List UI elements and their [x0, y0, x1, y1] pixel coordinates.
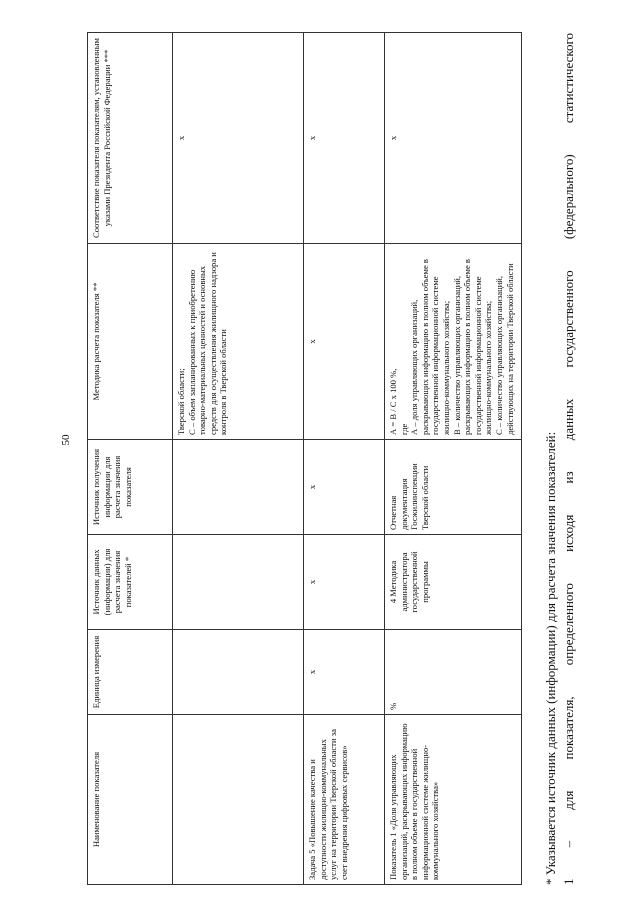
- info-source-cell: [173, 440, 304, 535]
- footnote-word: определенного: [561, 583, 576, 666]
- method-line: С – объем запланированных к приобретению товарно-материальных ценностей и основных средств для осуществления жилищного надзора и контроля в Тверской области: [186, 252, 229, 435]
- table-row: [304, 33, 385, 885]
- header-cell: Источник получения информации для расчета значения показателя: [88, 440, 173, 535]
- method-cell: [304, 244, 385, 440]
- footnote-line: * Указывается источник данных (информации) для расчета значения показателей:: [543, 431, 558, 885]
- rotated-page-content: [87, 33, 612, 885]
- page-number: 50: [60, 434, 72, 446]
- table-row: [385, 33, 522, 885]
- method-line: А = В / С х 100 %,: [388, 368, 398, 435]
- header-cell: Источник данных (информации) для расчета значения показателей *: [88, 535, 173, 630]
- method-line: Тверской области;: [176, 368, 186, 435]
- unit-cell: х: [304, 630, 385, 715]
- data-source-cell: [173, 535, 304, 630]
- header-cell: Методика расчета показателя **: [88, 244, 173, 440]
- footnote-word: государственного: [561, 270, 576, 368]
- footnotes: [542, 33, 578, 885]
- indicator-name-cell: [173, 715, 304, 885]
- info-source-cell: х: [304, 440, 385, 535]
- unit-cell: %: [385, 630, 522, 715]
- table-header-row: [88, 33, 173, 885]
- method-line: В – количество управляющих организаций, раскрывающих информацию в полном объеме в государственной информационной системе жилищно-коммунального хозяйства;: [451, 259, 494, 435]
- indicator-name-cell: Задача 5 «Повышение качества и доступности жилищно-коммунальных услуг на территории Тверской области за счет внедрения цифровых сервисов»: [304, 715, 385, 885]
- compliance-cell: х: [385, 33, 522, 244]
- compliance-cell: х: [173, 33, 304, 244]
- footnote-word: исходя: [561, 514, 576, 552]
- method-cell: [385, 244, 522, 440]
- table-row: [173, 33, 304, 885]
- method-cell: [173, 244, 304, 440]
- info-source-cell: Отчетная документация Госжилинспекции Тверской области: [385, 440, 522, 535]
- unit-cell: [173, 630, 304, 715]
- header-cell: Наименование показателя: [88, 715, 173, 885]
- footnote-word: для: [561, 790, 576, 810]
- footnote-word: показателя,: [561, 696, 576, 760]
- footnote-line-justified: [560, 33, 578, 885]
- footnote-word: статистического: [561, 33, 576, 124]
- method-line: где: [398, 423, 409, 435]
- indicator-name-cell: Показатель 1 «Доля управляющих организаций, раскрывающих информацию в полном объеме в государственной информационной системе жилищно-коммунального хозяйства»: [385, 715, 522, 885]
- header-cell: Единица измерения: [88, 630, 173, 715]
- method-line: А – доля управляющих организаций, раскрывающих информацию в полном объеме в государственной информационной системе жилищно-коммунального хозяйства;: [409, 259, 451, 435]
- footnote-word: из: [561, 471, 576, 484]
- compliance-cell: х: [304, 33, 385, 244]
- method-line: С – количество управляющих организаций, действующих на территории Тверской области: [493, 263, 515, 435]
- method-line: х: [307, 339, 317, 344]
- footnote-word: –: [561, 840, 576, 848]
- indicators-table: [87, 32, 522, 885]
- footnote-word: 1: [561, 878, 576, 885]
- data-source-cell: х: [304, 535, 385, 630]
- footnote-word: (федерального): [561, 154, 576, 240]
- data-source-cell: 4 Методика администратора государственной программы: [385, 535, 522, 630]
- footnote-word: данных: [561, 398, 576, 441]
- header-cell: Соответствие показателя показателям, установленным указами Президента Российской Федерации ***: [88, 33, 173, 244]
